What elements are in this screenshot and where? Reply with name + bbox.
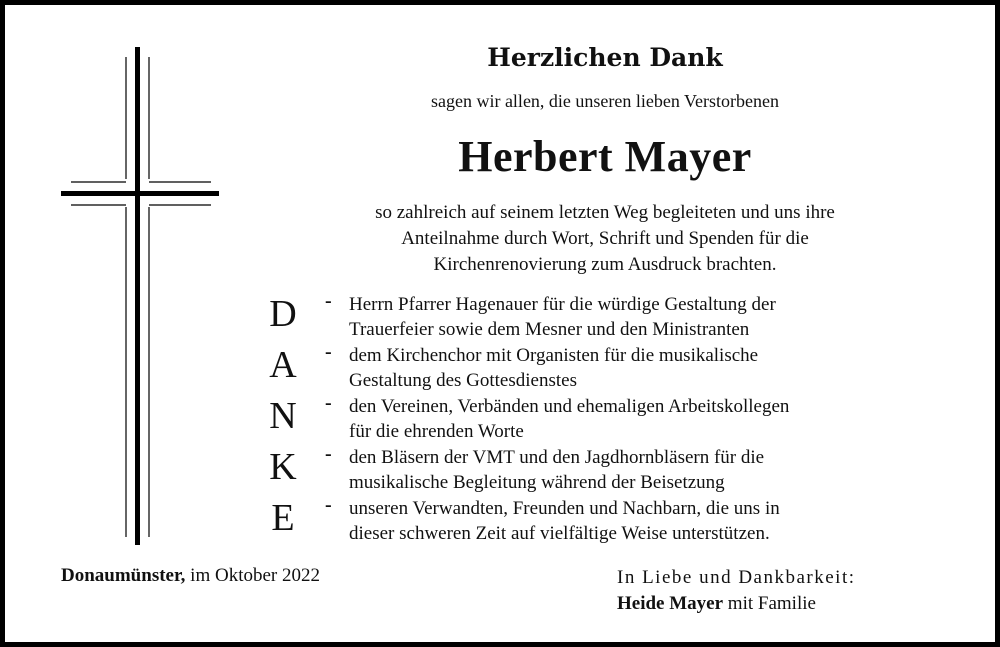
danke-vertical-word bbox=[263, 289, 303, 544]
list-item bbox=[325, 343, 955, 394]
list-item-line: Trauerfeier sowie dem Mesner und den Ministranten bbox=[349, 319, 750, 340]
place-date bbox=[61, 565, 320, 587]
list-item-line: musikalische Begleitung während der Beisetzung bbox=[349, 472, 725, 493]
signer-suffix: mit Familie bbox=[727, 593, 816, 614]
cross-icon bbox=[61, 47, 221, 547]
danke-letter: E bbox=[271, 497, 295, 539]
dash-marker: - bbox=[325, 290, 332, 312]
list-item bbox=[325, 445, 955, 496]
list-item-line: für die ehrenden Worte bbox=[349, 421, 524, 442]
danke-letter: D bbox=[269, 293, 297, 335]
signature-block bbox=[617, 567, 856, 615]
list-item-line: den Bläsern der VMT und den Jagdhornbläsern für die bbox=[349, 447, 765, 468]
signer-line bbox=[617, 593, 856, 615]
signer-name: Heide Mayer bbox=[617, 593, 724, 614]
notice-intro: sagen wir allen, die unseren lieben Verstorbenen bbox=[430, 91, 780, 111]
dash-marker: - bbox=[325, 494, 332, 516]
list-item-line: dem Kirchenchor mit Organisten für die musikalische bbox=[349, 345, 759, 366]
list-item-line: unseren Verwandten, Freunden und Nachbarn, die uns in bbox=[349, 498, 780, 519]
deceased-name: Herbert Mayer bbox=[458, 132, 752, 181]
list-item-line: Herrn Pfarrer Hagenauer für die würdige Gestaltung der bbox=[349, 294, 776, 315]
thanks-list bbox=[325, 292, 955, 547]
danke-letter: N bbox=[269, 395, 297, 437]
date-text: im Oktober 2022 bbox=[190, 565, 320, 586]
list-item bbox=[325, 496, 955, 547]
danke-letter: A bbox=[269, 344, 297, 386]
place-name: Donaumünster, bbox=[61, 565, 186, 586]
list-item bbox=[325, 394, 955, 445]
notice-body bbox=[205, 200, 1000, 278]
dash-marker: - bbox=[325, 443, 332, 465]
list-item-line: den Vereinen, Verbänden und ehemaligen Arbeitskollegen bbox=[349, 396, 790, 417]
list-item-line: Gestaltung des Gottesdienstes bbox=[349, 370, 577, 391]
danke-letter: K bbox=[269, 446, 297, 488]
list-item-line: dieser schweren Zeit auf vielfältige Weise unterstützen. bbox=[349, 523, 770, 544]
body-line: Kirchenrenovierung zum Ausdruck brachten. bbox=[433, 254, 777, 275]
body-line: Anteilnahme durch Wort, Schrift und Spenden für die bbox=[401, 228, 809, 249]
list-item bbox=[325, 292, 955, 343]
notice-heading: Herzlichen Dank bbox=[487, 43, 723, 72]
body-line: so zahlreich auf seinem letzten Weg begleiteten und uns ihre bbox=[375, 202, 835, 223]
dash-marker: - bbox=[325, 341, 332, 363]
dash-marker: - bbox=[325, 392, 332, 414]
closing-line: In Liebe und Dankbarkeit: bbox=[617, 567, 856, 588]
